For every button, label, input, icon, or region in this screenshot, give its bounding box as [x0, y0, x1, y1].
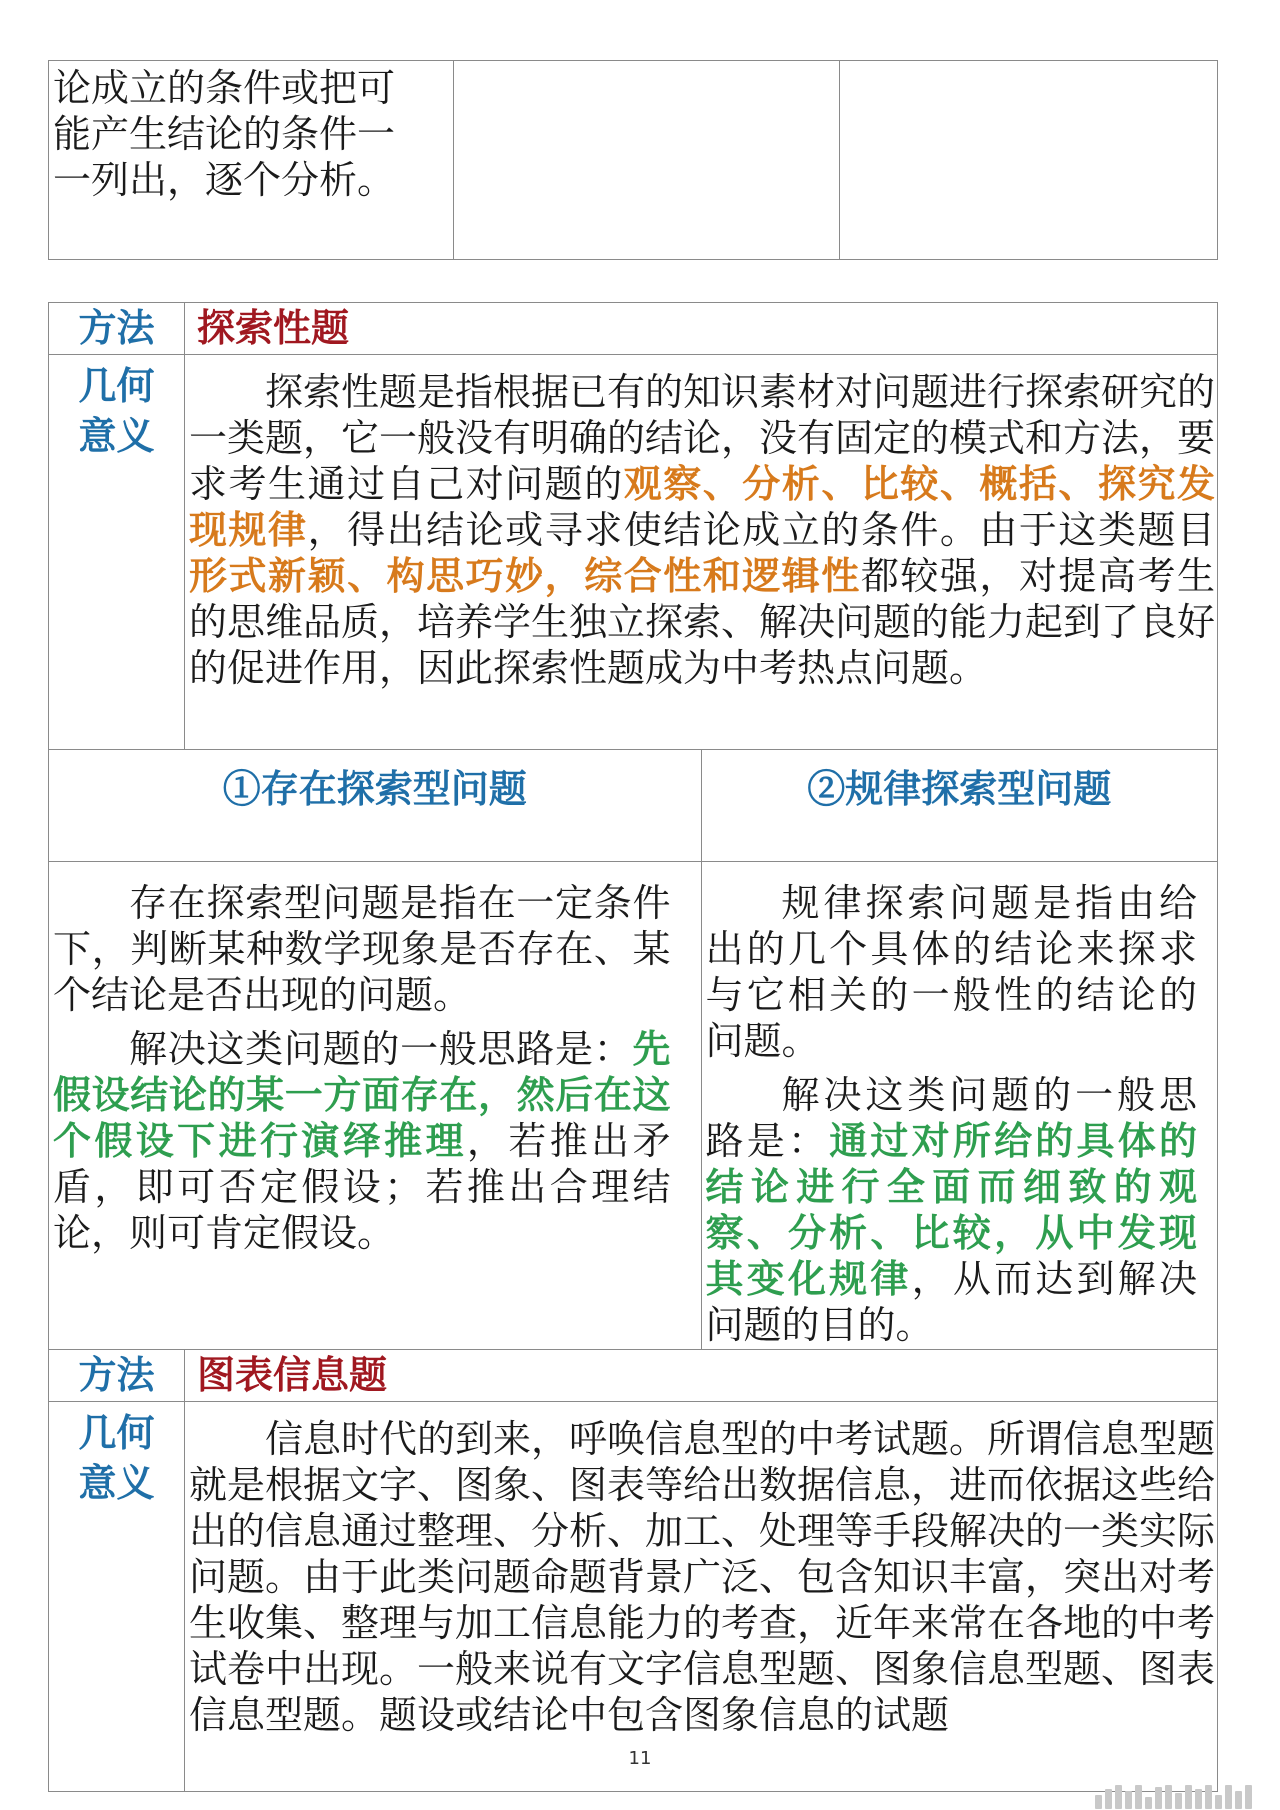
top-table-cell-3	[840, 61, 1218, 260]
pattern-p2	[706, 1072, 1198, 1348]
section-exploration	[48, 302, 1218, 1350]
top-table-cell-2	[454, 61, 840, 260]
section-title-cell-2	[185, 1350, 1218, 1402]
intro-highlight-2: 形式新颖、构思巧妙，综合性和逻辑性	[189, 553, 861, 598]
pattern-p2-text-b: ，从而达到解决问题的目的。	[705, 1257, 1197, 1347]
meaning-label-cell	[49, 355, 185, 750]
existence-p1: 存在探索型问题是指在一定条件下，判断某种数学现象是否存在、某个结论是否出现的问题。	[53, 881, 671, 1017]
existence-body-cell	[49, 862, 702, 1350]
pattern-body-cell	[701, 862, 1218, 1350]
watermark	[1095, 1783, 1252, 1809]
method-label: 方法	[78, 305, 155, 350]
intro-text-3: 都较强，对提高考生的思维品质，培养学生独立探索、解决问题的能力起到了良好的促进作用，因此探索性题成为中考热点问题。	[189, 554, 1216, 690]
meaning-label: 几何 意义	[78, 363, 155, 458]
top-line-3: 一列出，逐个分析。	[53, 158, 396, 202]
method-label-cell-2	[49, 1350, 185, 1402]
subhead-existence-cell	[49, 750, 702, 862]
intro-text-1: 探索性题是指根据已有的知识素材对问题进行探索研究的一类题，它一般没有明确的结论，没有固定的模式和方法，要求考生通过自己对问题的	[189, 370, 1216, 506]
intro-paragraph-2: 信息时代的到来，呼唤信息型的中考试题。所谓信息型题就是根据文字、图象、图表等给出数据信息，进而依据这些给出的信息通过整理、分析、加工、处理等手段解决的一类实际问题。由于此类问题命题背景广泛、包含知识丰富，突出对考生收集、整理与加工信息能力的考查，近年来常在各地的中考试卷中出现。一般来说有文字信息型题、图象信息型题、图表信息型题。题设或结论中包含图象信息的试题	[189, 1417, 1216, 1737]
existence-p2	[53, 1026, 671, 1256]
top-table	[48, 60, 1218, 260]
section-title-2: 图表信息题	[197, 1352, 388, 1397]
intro-highlight-1: 观察、分析、比较、概括、探究发现规律	[189, 461, 1215, 552]
subhead-pattern-cell	[701, 750, 1218, 862]
intro-text-2: ，得出结论或寻求使结论成立的条件。由于这类题目	[307, 508, 1215, 552]
top-line-1: 论成立的条件或把可	[53, 66, 396, 110]
pattern-p1: 规律探索问题是指由给出的几个具体的结论来探求与它相关的一般性的结论的问题。	[705, 881, 1197, 1063]
top-line-2: 能产生结论的条件一	[53, 112, 396, 156]
existence-p2-text-a: 解决这类问题的一般思路是：	[129, 1027, 633, 1071]
existence-p2-highlight: 先假设结论的某一方面存在，然后在这个假设下进行演绎推理	[53, 1026, 671, 1163]
section-title: 探索性题	[197, 305, 350, 350]
top-table-cell-1	[49, 61, 454, 260]
method-label-cell	[49, 303, 185, 355]
meaning-label-cell-2	[49, 1402, 185, 1792]
intro-cell	[185, 355, 1218, 750]
pattern-p2-text-a: 解决这类问题的一般思路是：	[705, 1073, 1197, 1163]
intro-paragraph	[189, 369, 1215, 691]
method-label-2: 方法	[78, 1352, 155, 1397]
pattern-p2-highlight: 通过对所给的具体的结论进行全面而细致的观察、分析、比较，从中发现其变化规律	[705, 1118, 1197, 1301]
existence-p2-text-b: ，若推出矛盾，即可否定假设；若推出合理结论，则可肯定假设。	[53, 1119, 671, 1255]
section-chart-info	[48, 1349, 1218, 1792]
subhead-pattern: ②规律探索型问题	[807, 766, 1112, 811]
meaning-label-2: 几何 意义	[78, 1410, 155, 1505]
section-title-cell	[185, 303, 1218, 355]
page-number: 11	[628, 1748, 652, 1769]
subhead-existence: ①存在探索型问题	[222, 766, 527, 811]
intro-cell-2	[185, 1402, 1218, 1792]
